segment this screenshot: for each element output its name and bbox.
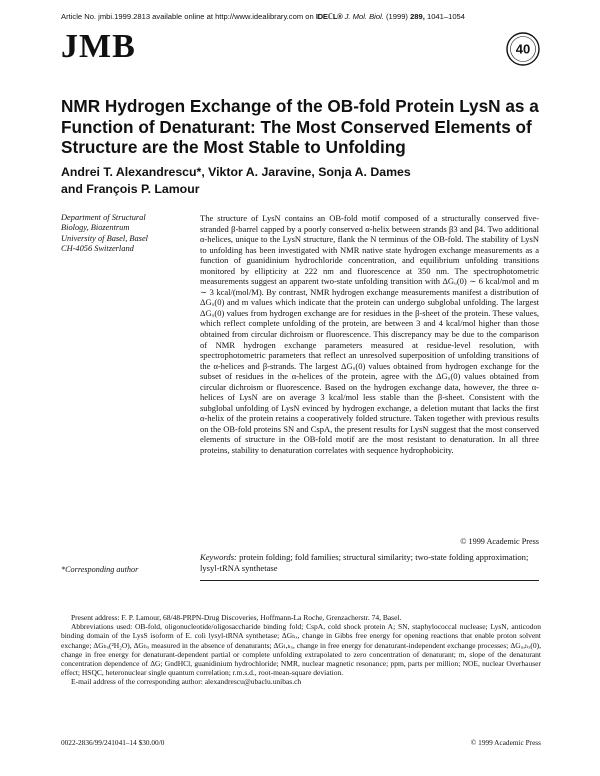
keywords	[200, 552, 539, 573]
jmb-logo: JMB	[61, 28, 136, 65]
article-number: Article No. jmbi.1999.2813 available online at http://www.idealibrary.com on	[61, 12, 314, 21]
footnote-abbreviations: Abbreviations used: OB-fold, oligonucleotide/oligosaccharide binding fold; CspA, cold shock protein A; SN, staphylococcal nuclease; LysN, anticodon binding domain of the LysS isoform of E. coli lysyl-tRNA synthetase; ΔGₕₓ, change in Gibbs free energy for opening reactions that enable proton solvent exchange; ΔGₕₓ(²H₂O), ΔGₕₓ measured in the absence of denaturants; ΔGₗ,ₕₓ, change in free energy for denaturant-independent exchange processes; ΔGᵤ,ₕₓ(0), change in free energy for denaturant-dependent partial or complete unfolding extrapolated to zero concentration of denaturant; m, slope of the denaturant concentration dependence of ΔG; GndHCl, guanidinium hydrochloride; NMR, nuclear magnetic resonance; ppm, parts per million; NOE, nuclear Overhauser effect; HSQC, heteronuclear single quantum correlation; r.m.s.d., root-mean-square deviation.	[61, 622, 541, 678]
header-line	[61, 12, 543, 21]
affiliation-line: University of Basel, Basel	[61, 233, 148, 243]
affiliation-line: Biology, Biozentrum	[61, 223, 130, 233]
ideal-library-logo: IDEℂL®	[315, 12, 343, 21]
authors-line-2: and François P. Lamour	[61, 182, 200, 196]
footnote-present-address: Present address: F. P. Lamour, 68/48-PRPN-Drug Discoveries, Hoffmann-La Roche, Grenzacherstr. 74, Basel.	[71, 613, 402, 622]
abstract: The structure of LysN contains an OB-fold motif composed of a structurally conserved five-stranded β-barrel capped by a poorly conserved α-helix between strands β3 and β4. Two additional α-helices, unique to the LysN structure, flank the N terminus of the OB-fold. The stability of LysN to unfolding has been investigated with NMR native state hydrogen exchange measurements as a function of guanidinium hydrochloride concentration, and equilibrium unfolding transitions monitored by ellipticity at 222 nm and fluorescence at 350 nm. The spectrophotometric measurements suggest an apparent two-state unfolding transition with ΔGᵤ(0) ∼ 6 kcal/mol and m ∼ 3 kcal/(mol/M). By contrast, NMR hydrogen exchange measurements manifest a distribution of ΔGᵤ(0) and m values which indicate that the protein can undergo subglobal unfolding. The largest ΔGᵤ(0) values from hydrogen exchange are for residues in the β-sheet of the protein. These values, which reflect complete unfolding of the protein, are between 3 and 4 kcal/mol higher than those obtained from circular dichroism or fluorescence. This discrepancy may be due to the comparison of NMR hydrogen exchange parameters measured at residue-level resolution, with spectrophotometric parameters that reflect an unresolved superposition of unfolding transitions of the α-helices and β-strands. The largest ΔGᵤ(0) values obtained from hydrogen exchange for the subset of residues in the α-helices of the protein, agree with the ΔGᵤ(0) values obtained from circular dichroism or fluorescence. Based on the hydrogen exchange data, however, the three α-helices of LysN are on average 3 kcal/mol less stable than the β-sheet. Consistent with the subglobal unfolding of LysN evinced by hydrogen exchange, a deletion mutant that lacks the first α-helix of the protein retains a cooperatively folded structure. Taken together with previous results on the OB-fold proteins SN and CspA, the present results for LysN suggest that the most conserved elements of structure in the OB-fold motif are the most resistant to denaturation. In all three proteins, stability to denaturation correlates with sequence hydrophobicity.	[200, 213, 539, 456]
footer-copyright: © 1999 Academic Press	[470, 738, 541, 747]
volume: 289,	[410, 12, 425, 21]
affiliation-line: CH-4056 Switzerland	[61, 244, 134, 254]
article-title: NMR Hydrogen Exchange of the OB-fold Protein LysN as a Function of Denaturant: The Most Conserved Elements of Structure are the Most Stable to Unfolding	[61, 96, 539, 157]
corresponding-author-note: *Corresponding author	[61, 565, 139, 574]
footer-code: 0022-2836/99/241041–14 $30.00/0	[61, 738, 165, 747]
authors-line-1: Andrei T. Alexandrescu*, Viktor A. Jaravine, Sonja A. Dames	[61, 165, 411, 179]
abstract-copyright: © 1999 Academic Press	[460, 537, 539, 546]
journal-abbrev: J. Mol. Biol.	[344, 12, 384, 21]
footnote-email: E-mail address of the corresponding author: alexandrescu@ubaclu.unibas.ch	[71, 677, 302, 687]
keywords-text: protein folding; fold families; structural similarity; two-state folding approximation; lysyl-tRNA synthetase	[200, 552, 529, 573]
author-list	[61, 164, 551, 198]
year: (1999)	[386, 12, 408, 21]
footnotes	[61, 613, 541, 687]
keywords-label: Keywords:	[200, 552, 237, 562]
affiliation-line: Department of Structural	[61, 213, 146, 222]
divider	[200, 580, 539, 581]
page-footer	[61, 738, 541, 747]
affiliation	[61, 213, 191, 255]
pages: 1041–1054	[426, 12, 465, 21]
badge-number: 40	[515, 41, 531, 57]
anniversary-badge-icon	[506, 32, 540, 66]
